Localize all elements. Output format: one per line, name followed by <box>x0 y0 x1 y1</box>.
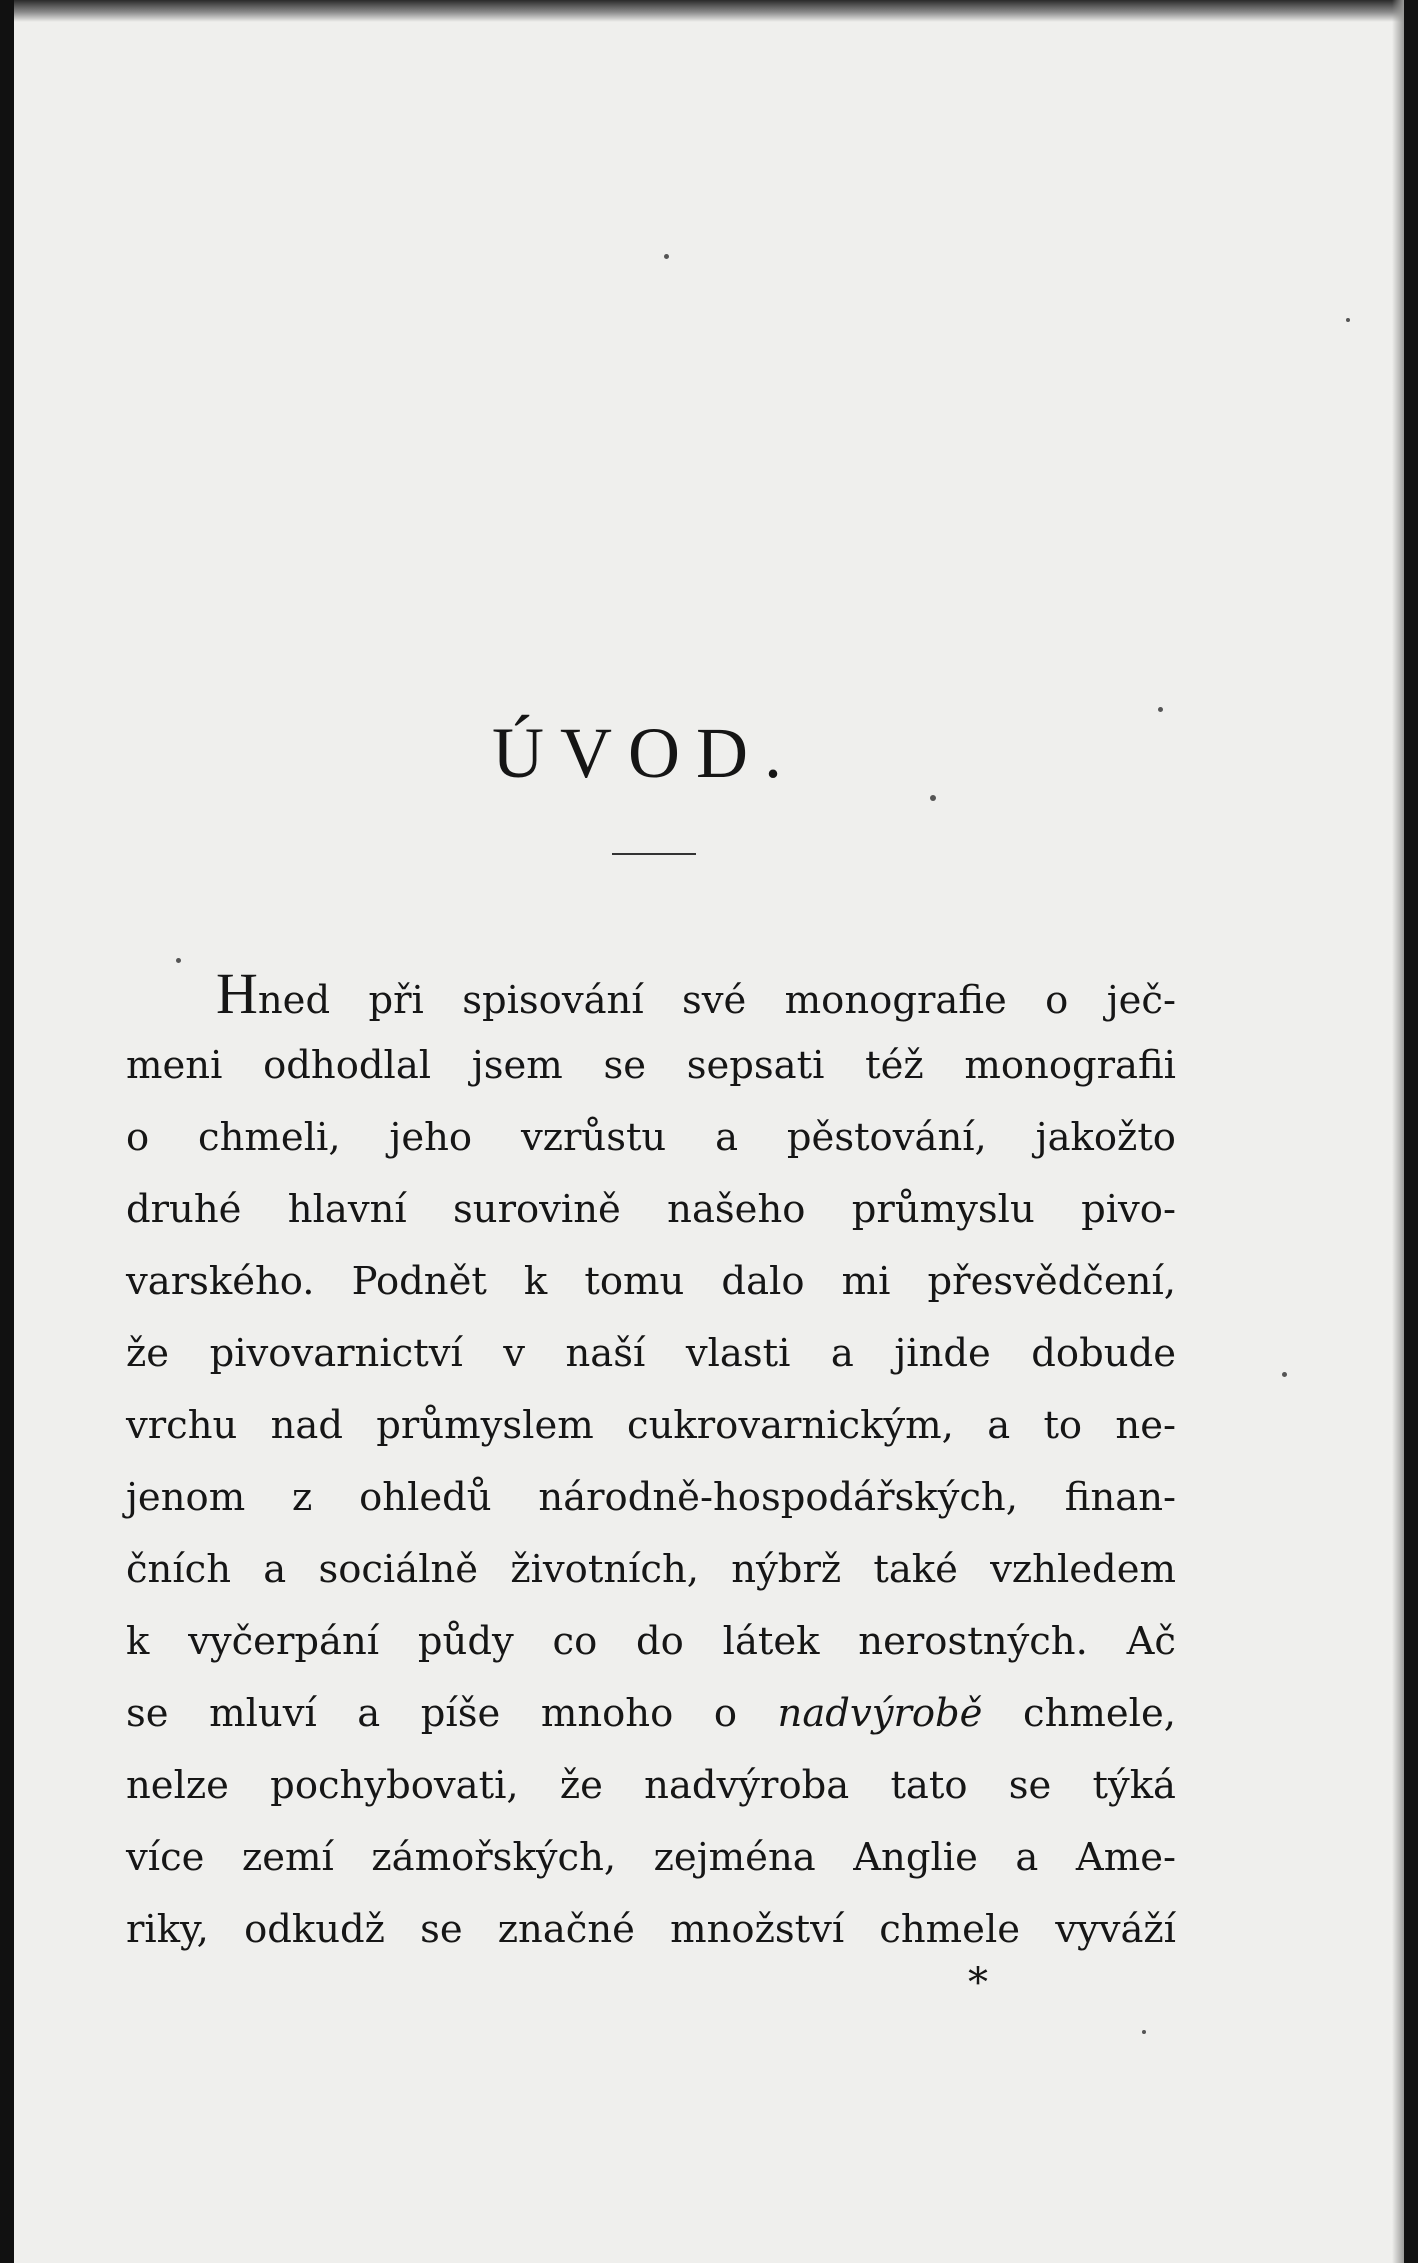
paragraph-line <box>126 958 1176 1030</box>
paragraph-line: nelze pochybovati, že nadvýroba tato se týká <box>126 1763 1176 1808</box>
paragraph-line: vrchu nad průmyslem cukrovarnickým, a to ne- <box>126 1403 1176 1448</box>
scan-right-edge <box>1404 0 1418 2263</box>
paragraph-line <box>126 1678 1176 1750</box>
paper-speck <box>930 795 936 801</box>
paragraph-line: riky, odkudž se značné množství chmele vyváží <box>126 1907 1176 1952</box>
paragraph-line: jenom z ohledů národně-hospodářských, finan- <box>126 1475 1176 1520</box>
emphasis-line-after: chmele, <box>982 1691 1176 1736</box>
first-line-text: ned při spisování své monografie o ječ- <box>257 978 1176 1023</box>
paragraph-line: druhé hlavní surovině našeho průmyslu pivo- <box>126 1187 1176 1232</box>
paragraph-line: k vyčerpání půdy co do látek nerostných. Ač <box>126 1619 1176 1664</box>
paper-speck <box>1282 1372 1287 1377</box>
paragraph-line: meni odhodlal jsem se sepsati též monografii <box>126 1043 1176 1088</box>
drop-cap: H <box>216 961 258 1026</box>
scan-left-edge <box>0 0 14 2263</box>
paragraph-line: více zemí zámořských, zejména Anglie a Ame- <box>126 1835 1176 1880</box>
emphasis-line-before: se mluví a píše mnoho o <box>126 1691 778 1736</box>
paragraph-line: že pivovarnictví v naší vlasti a jinde dobude <box>126 1331 1176 1376</box>
body-paragraph <box>126 958 1176 1966</box>
paragraph-line: o chmeli, jeho vzrůstu a pěstování, jakožto <box>126 1115 1176 1160</box>
paper-speck <box>1142 2030 1146 2034</box>
chapter-heading: ÚVOD. <box>492 713 798 793</box>
paper-speck <box>664 254 669 259</box>
emphasis-word: nadvýrobě <box>777 1691 983 1736</box>
paper-speck <box>1158 707 1163 712</box>
signature-mark: * <box>968 1960 988 2006</box>
paper-speck <box>1346 318 1350 322</box>
scan-right-shadow <box>1392 0 1404 2263</box>
paragraph-line: varského. Podnět k tomu dalo mi přesvědčení, <box>126 1259 1176 1304</box>
paragraph-line: čních a sociálně životních, nýbrž také vzhledem <box>126 1547 1176 1592</box>
heading-rule <box>612 853 696 855</box>
paper-speck <box>176 958 181 963</box>
scan-top-edge <box>14 0 1404 22</box>
